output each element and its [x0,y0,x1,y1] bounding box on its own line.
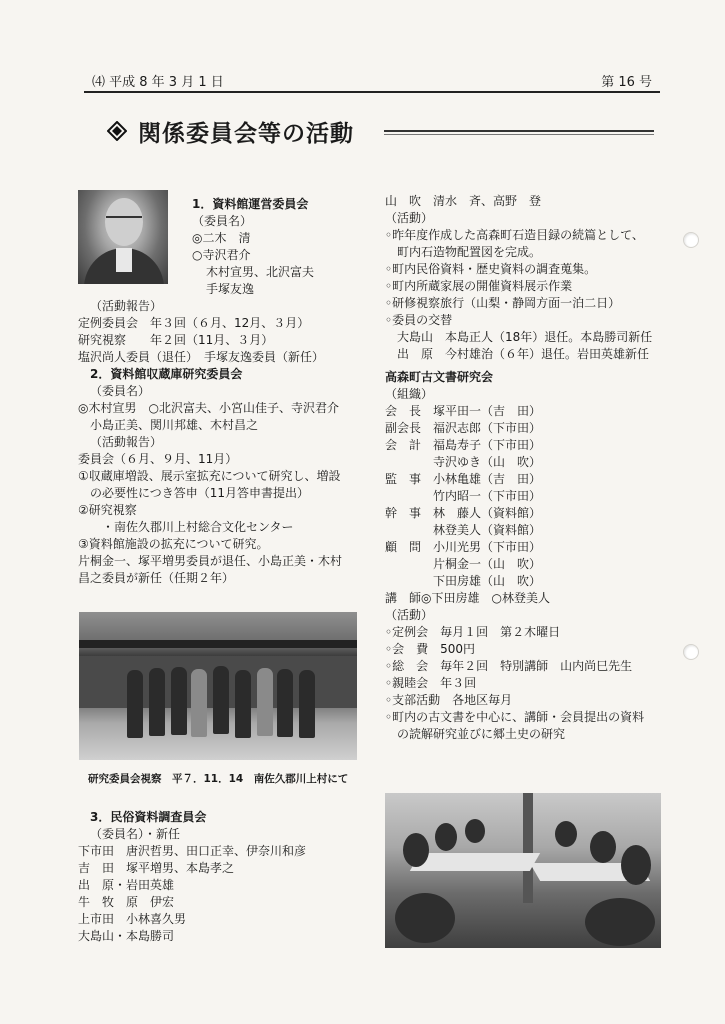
text-line: （活動報告） [90,435,163,449]
text-line: ①収蔵庫増設、展示室拡充について研究し、増設 [78,469,341,483]
text-line: 山 吹 清水 斉、高野 登 [385,194,542,208]
left-column [78,196,371,587]
left-column-section3 [78,809,378,945]
text-line: 会 長 塚平田一（吉 田） [385,404,542,418]
text-line: 上市田 小林喜久男 [78,912,187,926]
text-line: 定例委員会 年３回（６月、12月、３月） [78,316,310,330]
text-line: 幹 事 林 藤人（資料館） [385,506,542,520]
issue-number: 第 16 号 [601,75,652,90]
text-line: 高森町古文書研究会 [385,370,494,384]
text-line: 出 原 今村雄治（６年）退任。岩田英雄新任 [397,347,650,361]
study-group-meeting-photo [385,793,661,948]
text-line: ◦親睦会 年３回 [385,676,477,690]
right-column [385,193,675,743]
text-line: 木村宣男、北沢富夫 [206,265,315,279]
text-line: 顧 問 小川光男（下市田） [385,540,542,554]
text-line: 副会長 福沢志郎（下市田） [385,421,542,435]
text-line: 片桐金一、塚平増男委員が退任、小島正美・木村 [78,554,343,568]
binder-hole [683,644,699,660]
text-line: 講 師◎下田房雄 ○林登美人 [385,591,550,605]
text-line: ◦町内民俗資料・歴史資料の調査蒐集。 [385,262,597,276]
text-line: 下田房雄（山 吹） [433,574,542,588]
text-line: ◦昨年度作成した高森町石造目録の続篇として、 [385,228,644,242]
text-line: 大島山 本島正人（18年）退任。本島勝司新任 [397,330,653,344]
text-line: 監 事 小林亀雄（吉 田） [385,472,542,486]
section-title [106,113,354,149]
inspection-group-photo [79,612,357,760]
text-line: の読解研究並びに郷土史の研究 [397,727,566,741]
text-line: ◦町内所蔵家展の開催資料展示作業 [385,279,573,293]
text-line: ◦研修視察旅行（山梨・静岡方面一泊二日） [385,296,621,310]
text-line: 町内石造物配置図を完成。 [397,245,542,259]
diamond-bullet-icon [106,120,128,142]
text-line: ◦委員の交替 [385,313,453,327]
text-line: 竹内昭一（下市田） [433,489,542,503]
text-line: ○寺沢君介 [192,248,251,262]
text-line: 昌之委員が新任（任期２年） [78,571,235,585]
text-line: （活動） [385,211,434,225]
title-rule-thin [384,134,654,135]
text-line: ◦町内の古文書を中心に、講師・会員提出の資料 [385,710,645,724]
text-line: 2．資料館収蔵庫研究委員会 [90,367,243,381]
text-line: 出 原・岩田英雄 [78,878,175,892]
text-line: ◎二木 清 [192,231,251,245]
text-line: ③資料館施設の拡充について研究。 [78,537,269,551]
text-line: （活動報告） [90,299,163,313]
text-line: 手塚友逸 [206,282,255,296]
text-line: 林登美人（資料館） [433,523,542,537]
text-line: 会 計 福島寿子（下市田） [385,438,542,452]
text-line: ・南佐久郡川上村総合文化センター [102,520,294,534]
text-line: 研究視察 年２回（11月、３月） [78,333,274,347]
text-line: 大島山・本島勝司 [78,929,175,943]
header-rule [84,91,660,93]
text-line: 塩沢尚人委員（退任） 手塚友逸委員（新任） [78,350,325,364]
section-title-text: 関係委員会等の活動 [138,119,354,147]
text-line: 3．民俗資料調査員会 [90,810,207,824]
text-line: ◎木村宣男 ○北沢富夫、小宮山佳子、寺沢君介 [78,401,339,415]
text-line: 下市田 唐沢哲男、田口正幸、伊奈川和彦 [78,844,307,858]
text-line: ◦会 費 500円 [385,642,475,656]
page-header [84,68,660,92]
text-line: 寺沢ゆき（山 吹） [433,455,542,469]
text-line: 1．資料館運営委員会 [192,197,309,211]
text-line: 吉 田 塚平増男、本島孝之 [78,861,235,875]
text-line: 委員会（６月、９月、11月） [78,452,238,466]
title-rule [384,130,654,132]
text-line: 片桐金一（山 吹） [433,557,542,571]
text-line: 牛 牧 原 伊宏 [78,895,175,909]
text-line: （組織） [385,387,434,401]
photo-caption: 研究委員会視察 平７．11．14 南佐久郡川上村にて [88,773,349,785]
text-line: （委員名） [192,214,253,228]
text-line: （委員名） [90,384,151,398]
text-line: の必要性につき答申（11月答申書提出） [90,486,310,500]
text-line: ◦支部活動 各地区毎月 [385,693,513,707]
text-line: 小島正美、関川邦雄、木村昌之 [90,418,259,432]
text-line: （活動） [385,608,434,622]
issue-date: ⑷ 平成 8 年 3 月 1 日 [92,75,224,90]
text-line: ◦定例会 毎月１回 第２木曜日 [385,625,561,639]
text-line: ②研究視察 [78,503,137,517]
text-line: ◦総 会 毎年２回 特別講師 山内尚巳先生 [385,659,633,673]
text-line: （委員名）・新任 [90,827,181,841]
binder-hole [683,232,699,248]
